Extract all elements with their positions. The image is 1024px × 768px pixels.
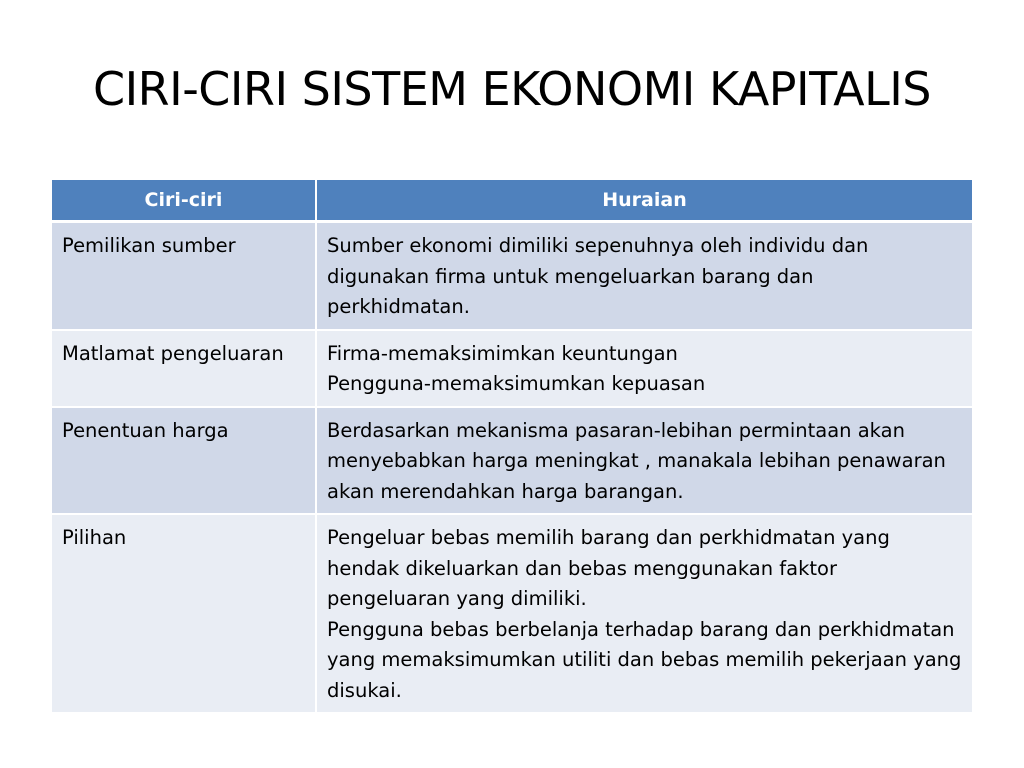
row-ciri-cell: Pemilikan sumber [52, 222, 316, 330]
table-row [52, 407, 972, 515]
row-ciri-cell: Pilihan [52, 514, 316, 713]
huraian-line: Berdasarkan mekanisma pasaran-lebihan permintaan akan menyebabkan harga meningkat , manakala lebihan penawaran akan merendahkan harga barangan. [327, 418, 946, 503]
row-ciri-cell: Matlamat pengeluaran [52, 330, 316, 407]
huraian-line: Pengguna bebas berbelanja terhadap barang dan perkhidmatan yang memaksimumkan utiliti dan bebas memilih pekerjaan yang disukai. [327, 617, 962, 702]
huraian-line: Pengeluar bebas memilih barang dan perkhidmatan yang hendak dikeluarkan dan bebas menggunakan faktor pengeluaran yang dimiliki. [327, 526, 890, 610]
huraian-line: Firma-memaksimimkan keuntungan [327, 341, 678, 365]
slide-title: CIRI-CIRI SISTEM EKONOMI KAPITALIS [92, 62, 932, 116]
header-huraian: Huraian [316, 180, 972, 222]
table-row [52, 514, 972, 713]
row-huraian-cell [316, 330, 972, 407]
table-row [52, 330, 972, 407]
characteristics-table [52, 180, 972, 714]
table-header-row [52, 180, 972, 222]
huraian-line: Pengguna-memaksimumkan kepuasan [327, 372, 706, 395]
characteristics-table-container [52, 180, 972, 714]
row-huraian-cell [316, 222, 972, 330]
row-huraian-cell [316, 407, 972, 515]
row-huraian-cell [316, 514, 972, 713]
row-ciri-cell: Penentuan harga [52, 407, 316, 515]
table-row [52, 222, 972, 330]
huraian-line: Sumber ekonomi dimiliki sepenuhnya oleh individu dan digunakan firma untuk mengeluarkan barang dan perkhidmatan. [327, 234, 869, 318]
header-ciri-ciri: Ciri-ciri [52, 180, 316, 222]
